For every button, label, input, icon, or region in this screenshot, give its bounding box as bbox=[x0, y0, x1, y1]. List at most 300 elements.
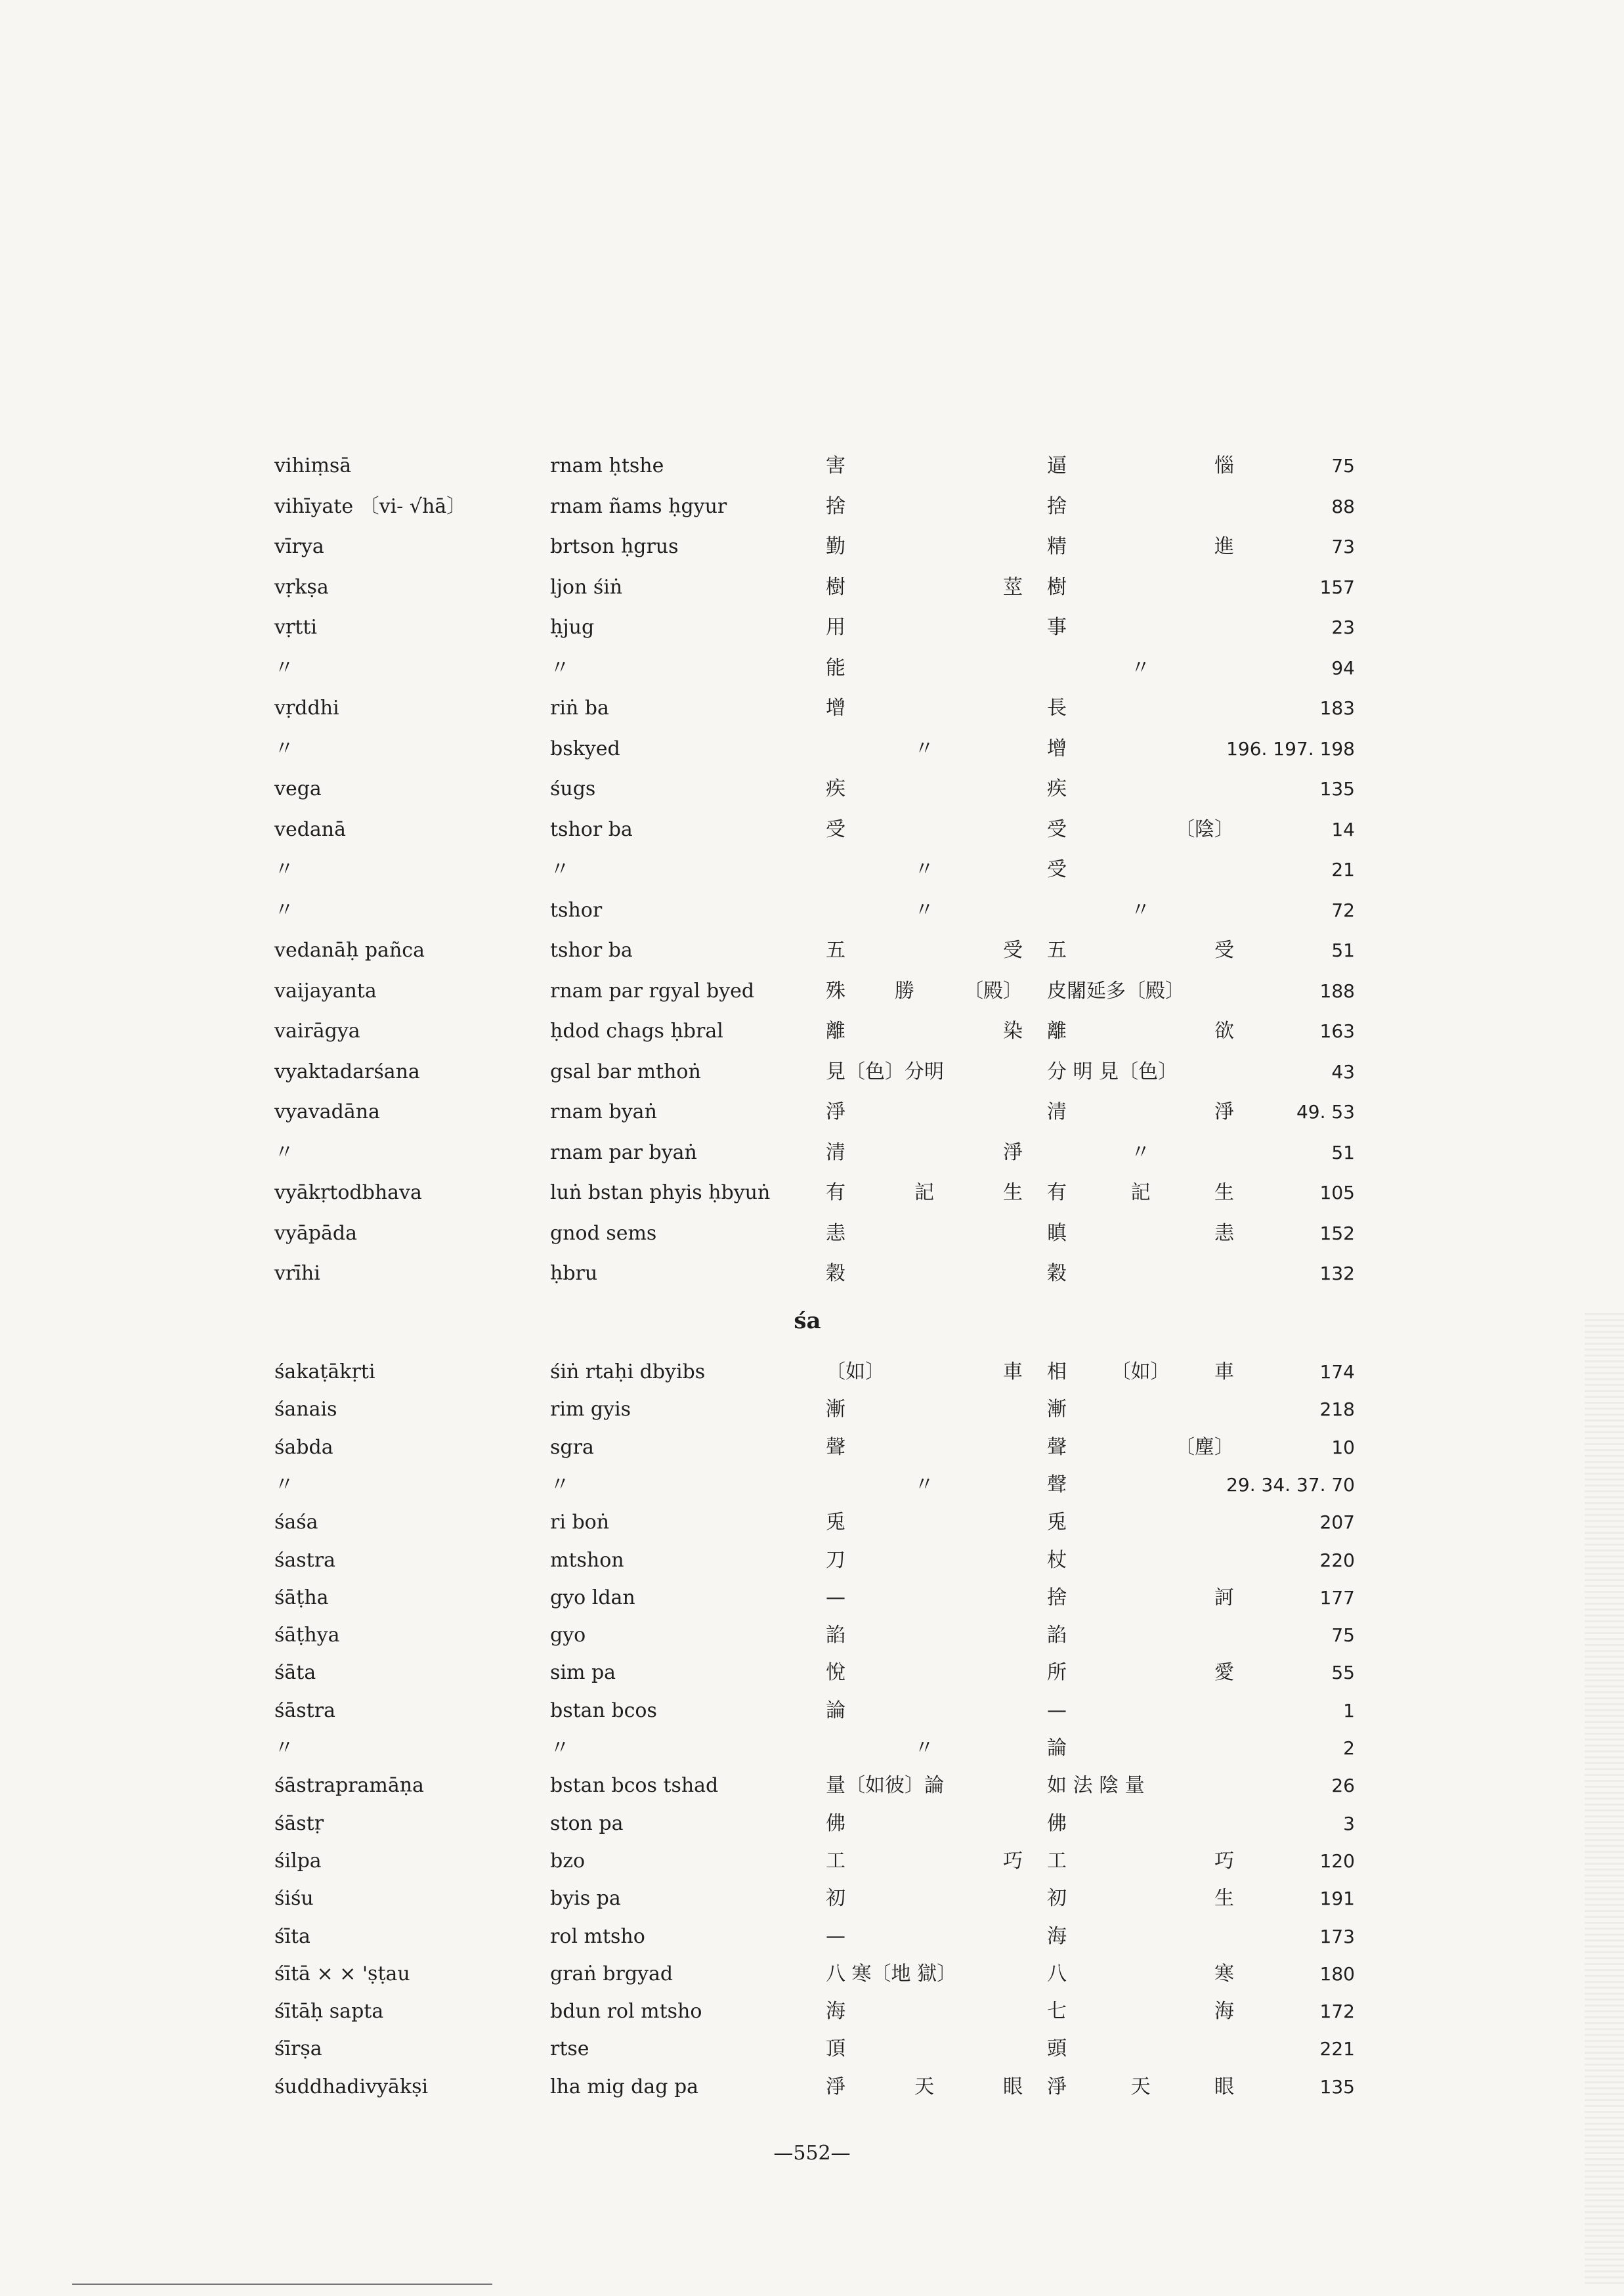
sanskrit-term: śāṭha bbox=[274, 1586, 329, 1609]
chinese-char-group: — bbox=[1047, 1699, 1067, 1722]
chinese-rendering-a bbox=[826, 1059, 1023, 1085]
reference-number: 10 bbox=[1331, 1436, 1355, 1458]
tibetan-term: rnam byaṅ bbox=[550, 1100, 657, 1123]
reference-number: 55 bbox=[1331, 1662, 1355, 1684]
chinese-char-group: 增 bbox=[1047, 737, 1067, 760]
chinese-rendering-a bbox=[826, 1660, 1023, 1686]
chinese-char-group: 五 bbox=[826, 939, 845, 962]
chinese-char-group: 刀 bbox=[826, 1548, 845, 1572]
sanskrit-term: śakaṭākṛti bbox=[274, 1360, 375, 1383]
chinese-char-group: 記 bbox=[914, 1181, 934, 1204]
chinese-char-group: 論 bbox=[1047, 1737, 1067, 1760]
reference-number: 51 bbox=[1331, 940, 1355, 961]
chinese-rendering-b bbox=[1047, 1924, 1234, 1950]
tibetan-term: rnam par rgyal byed bbox=[550, 979, 755, 1003]
entry-row bbox=[0, 453, 1624, 490]
tibetan-term: byis pa bbox=[550, 1887, 621, 1911]
tibetan-term: ljon śiṅ bbox=[550, 575, 623, 599]
chinese-char-group: 受 bbox=[1047, 817, 1067, 841]
sanskrit-term: vedanā bbox=[274, 817, 346, 841]
chinese-rendering-a bbox=[826, 776, 1023, 802]
sanskrit-term: vṛkṣa bbox=[274, 575, 329, 599]
chinese-char-group: 生 bbox=[1214, 1181, 1234, 1204]
tibetan-term: bstan bcos tshad bbox=[550, 1774, 719, 1798]
tibetan-term: śugs bbox=[550, 777, 596, 800]
reference-number: 14 bbox=[1331, 818, 1355, 840]
reference-number: 196. 197. 198 bbox=[1226, 737, 1355, 760]
chinese-char-group: 受 bbox=[1214, 939, 1234, 962]
chinese-char-group: 〔如〕 bbox=[1111, 1360, 1170, 1383]
sanskrit-term: vyavadāna bbox=[274, 1100, 380, 1123]
chinese-char-group: 穀 bbox=[826, 1262, 845, 1285]
entry-row bbox=[0, 736, 1624, 773]
reference-number: 3 bbox=[1343, 1812, 1355, 1834]
sanskrit-term: vedanāḥ pañca bbox=[274, 939, 425, 962]
entry-row bbox=[0, 655, 1624, 692]
reference-number: 174 bbox=[1319, 1361, 1355, 1383]
sanskrit-term: śuddhadivyākṣi bbox=[274, 2075, 429, 2098]
chinese-rendering-a bbox=[826, 1397, 1023, 1423]
tibetan-term: mtshon bbox=[550, 1548, 624, 1572]
chinese-rendering-b bbox=[1047, 2036, 1234, 2062]
chinese-rendering-a bbox=[826, 494, 1023, 520]
sanskrit-term: śītāḥ sapta bbox=[274, 2000, 384, 2024]
entry-row bbox=[0, 817, 1624, 854]
tibetan-term: lha mig dag pa bbox=[550, 2075, 699, 2098]
chinese-rendering-a bbox=[826, 1848, 1023, 1874]
tibetan-term: rim gyis bbox=[550, 1398, 631, 1421]
reference-number: 43 bbox=[1331, 1060, 1355, 1083]
chinese-rendering-b bbox=[1047, 615, 1234, 641]
tibetan-term: sim pa bbox=[550, 1661, 616, 1685]
tibetan-term: graṅ brgyad bbox=[550, 1962, 673, 1985]
chinese-rendering-a bbox=[826, 574, 1023, 601]
sanskrit-term: vyāpāda bbox=[274, 1221, 357, 1245]
chinese-char-group: 樹 bbox=[826, 575, 845, 599]
chinese-rendering-b bbox=[1047, 1735, 1234, 1762]
reference-number: 1 bbox=[1343, 1699, 1355, 1722]
chinese-rendering-b bbox=[1047, 817, 1234, 843]
chinese-char-group: 眼 bbox=[1214, 2075, 1234, 2098]
chinese-char-group: 如 法 陰 量 bbox=[1047, 1774, 1145, 1798]
chinese-char-group: 恚 bbox=[826, 1221, 845, 1245]
chinese-rendering-b bbox=[1047, 1397, 1234, 1423]
chinese-rendering-b bbox=[1047, 1261, 1234, 1287]
chinese-rendering-a bbox=[826, 2036, 1023, 2062]
tibetan-term: ḥdod chags ḥbral bbox=[550, 1020, 723, 1043]
reference-number: 191 bbox=[1319, 1888, 1355, 1910]
chinese-char-group: 諂 bbox=[826, 1624, 845, 1647]
entry-row bbox=[0, 938, 1624, 974]
chinese-char-group: 〃 bbox=[1130, 656, 1151, 680]
entry-row bbox=[0, 1999, 1624, 2035]
chinese-char-group: 有 bbox=[1047, 1181, 1067, 1204]
chinese-rendering-b bbox=[1047, 938, 1234, 964]
tibetan-term: ri boṅ bbox=[550, 1511, 610, 1534]
chinese-char-group: 用 bbox=[826, 616, 845, 639]
chinese-char-group: 害 bbox=[826, 454, 845, 477]
sanskrit-term: śāṭhya bbox=[274, 1624, 340, 1647]
chinese-char-group: 量〔如彼〕論 bbox=[826, 1774, 944, 1798]
chinese-char-group: 精 bbox=[1047, 535, 1067, 558]
chinese-char-group: 皮闍延多〔殿〕 bbox=[1047, 979, 1185, 1003]
chinese-char-group: 寒 bbox=[1214, 1962, 1234, 1985]
chinese-char-group: 車 bbox=[1003, 1360, 1023, 1383]
sanskrit-term: vega bbox=[274, 777, 322, 800]
chinese-char-group: 兎 bbox=[1047, 1511, 1067, 1534]
chinese-rendering-a bbox=[826, 1099, 1023, 1125]
chinese-rendering-b bbox=[1047, 1059, 1234, 1085]
chinese-char-group: 捨 bbox=[1047, 1586, 1067, 1609]
chinese-char-group: 車 bbox=[1214, 1360, 1234, 1383]
entry-row bbox=[0, 898, 1624, 934]
chinese-char-group: 記 bbox=[1130, 1181, 1151, 1204]
chinese-char-group: 勝 bbox=[895, 979, 914, 1003]
chinese-rendering-b bbox=[1047, 898, 1234, 924]
chinese-char-group: 聲 bbox=[1047, 1435, 1067, 1459]
chinese-char-group: 〔如〕 bbox=[826, 1360, 885, 1383]
chinese-rendering-a bbox=[826, 1698, 1023, 1724]
entry-row bbox=[0, 1472, 1624, 1509]
entry-row bbox=[0, 615, 1624, 651]
sanskrit-term: 〃 bbox=[274, 1473, 294, 1496]
chinese-rendering-b bbox=[1047, 1509, 1234, 1536]
chinese-char-group: 漸 bbox=[1047, 1398, 1067, 1421]
entry-row bbox=[0, 857, 1624, 894]
chinese-rendering-a bbox=[826, 1180, 1023, 1206]
chinese-char-group: 愛 bbox=[1214, 1661, 1234, 1685]
tibetan-term: tshor ba bbox=[550, 939, 633, 962]
chinese-rendering-a bbox=[826, 1886, 1023, 1912]
chinese-char-group: 受 bbox=[826, 817, 845, 841]
tibetan-term: 〃 bbox=[550, 1473, 570, 1496]
chinese-rendering-a bbox=[826, 1548, 1023, 1574]
sanskrit-term: 〃 bbox=[274, 656, 294, 680]
chinese-char-group: 杖 bbox=[1047, 1548, 1067, 1572]
tibetan-term: bzo bbox=[550, 1849, 586, 1873]
entry-row bbox=[0, 776, 1624, 813]
chinese-char-group: 分 明 見〔色〕 bbox=[1047, 1060, 1178, 1083]
chinese-char-group: — bbox=[826, 1924, 845, 1948]
chinese-rendering-a bbox=[826, 1472, 1023, 1498]
tibetan-term: gsal bar mthoṅ bbox=[550, 1060, 701, 1083]
chinese-char-group: 染 bbox=[1003, 1020, 1023, 1043]
reference-number: 73 bbox=[1331, 536, 1355, 557]
tibetan-term: ston pa bbox=[550, 1811, 624, 1835]
tibetan-term: bdun rol mtsho bbox=[550, 2000, 702, 2024]
chinese-char-group: 淨 bbox=[1214, 1100, 1234, 1123]
sanskrit-term: śanais bbox=[274, 1398, 337, 1421]
entry-row bbox=[0, 2074, 1624, 2111]
sanskrit-term: vihīyate 〔vi- √hā〕 bbox=[274, 494, 467, 518]
chinese-rendering-a bbox=[826, 1999, 1023, 2025]
chinese-rendering-a bbox=[826, 1018, 1023, 1045]
footer-rule bbox=[72, 2284, 492, 2285]
chinese-char-group: — bbox=[826, 1586, 845, 1609]
entry-row bbox=[0, 1773, 1624, 1809]
entry-row bbox=[0, 1585, 1624, 1622]
chinese-rendering-a bbox=[826, 1622, 1023, 1649]
sanskrit-term: śīrṣa bbox=[274, 2037, 322, 2061]
chinese-rendering-b bbox=[1047, 1585, 1234, 1611]
chinese-char-group: 聲 bbox=[826, 1435, 845, 1459]
sanskrit-term: vṛddhi bbox=[274, 697, 339, 720]
chinese-rendering-a bbox=[826, 1735, 1023, 1762]
chinese-char-group: 〔殿〕 bbox=[964, 979, 1023, 1003]
chinese-rendering-a bbox=[826, 978, 1023, 1005]
chinese-rendering-a bbox=[826, 1585, 1023, 1611]
reference-number: 49. 53 bbox=[1296, 1101, 1355, 1123]
chinese-char-group: 初 bbox=[826, 1887, 845, 1911]
entry-row bbox=[0, 574, 1624, 611]
chinese-rendering-b bbox=[1047, 1622, 1234, 1649]
reference-number: 26 bbox=[1331, 1775, 1355, 1797]
chinese-rendering-b bbox=[1047, 1773, 1234, 1799]
chinese-char-group: 生 bbox=[1214, 1887, 1234, 1911]
chinese-rendering-b bbox=[1047, 1180, 1234, 1206]
chinese-rendering-a bbox=[826, 1509, 1023, 1536]
chinese-char-group: 八 寒〔地 獄〕 bbox=[826, 1962, 957, 1985]
chinese-char-group: 〃 bbox=[914, 1737, 934, 1760]
reference-number: 72 bbox=[1331, 899, 1355, 921]
chinese-rendering-b bbox=[1047, 1698, 1234, 1724]
chinese-rendering-b bbox=[1047, 1548, 1234, 1574]
tibetan-term: rnam ḥtshe bbox=[550, 454, 664, 477]
tibetan-term: gyo bbox=[550, 1624, 586, 1647]
chinese-char-group: 〔陰〕 bbox=[1175, 817, 1234, 841]
chinese-rendering-b bbox=[1047, 978, 1234, 1005]
chinese-char-group: 頂 bbox=[826, 2037, 845, 2061]
chinese-char-group: 巧 bbox=[1003, 1849, 1023, 1873]
reference-number: 188 bbox=[1319, 980, 1355, 1002]
sanskrit-term: śabda bbox=[274, 1435, 333, 1459]
chinese-char-group: 逼 bbox=[1047, 454, 1067, 477]
tibetan-term: rnam ñams ḥgyur bbox=[550, 494, 727, 518]
entry-row bbox=[0, 1886, 1624, 1922]
tibetan-term: ḥbru bbox=[550, 1262, 598, 1285]
chinese-char-group: 淨 bbox=[826, 2075, 845, 2098]
chinese-char-group: 佛 bbox=[826, 1811, 845, 1835]
reference-number: 163 bbox=[1319, 1020, 1355, 1042]
reference-number: 135 bbox=[1319, 2075, 1355, 2098]
chinese-char-group: 海 bbox=[1214, 2000, 1234, 2024]
sanskrit-term: śītā × × 'ṣṭau bbox=[274, 1962, 410, 1985]
chinese-rendering-b bbox=[1047, 1099, 1234, 1125]
chinese-char-group: 離 bbox=[826, 1020, 845, 1043]
entry-row bbox=[0, 1435, 1624, 1471]
entry-row bbox=[0, 1622, 1624, 1659]
entry-row bbox=[0, 1180, 1624, 1217]
chinese-rendering-a bbox=[826, 817, 1023, 843]
sanskrit-term: 〃 bbox=[274, 858, 294, 881]
sanskrit-term: śiśu bbox=[274, 1887, 314, 1911]
tibetan-term: rtse bbox=[550, 2037, 589, 2061]
entry-row bbox=[0, 978, 1624, 1015]
scan-edge bbox=[1585, 1313, 1624, 2285]
chinese-char-group: 進 bbox=[1214, 535, 1234, 558]
reference-number: 88 bbox=[1331, 495, 1355, 517]
sanskrit-term: śaśa bbox=[274, 1511, 318, 1534]
sanskrit-term: śastra bbox=[274, 1548, 335, 1572]
tibetan-term: riṅ ba bbox=[550, 697, 609, 720]
chinese-char-group: 惱 bbox=[1214, 454, 1234, 477]
chinese-char-group: 相 bbox=[1047, 1360, 1067, 1383]
chinese-rendering-b bbox=[1047, 1848, 1234, 1874]
entry-row bbox=[0, 1261, 1624, 1297]
chinese-rendering-b bbox=[1047, 1999, 1234, 2025]
chinese-char-group: 樹 bbox=[1047, 575, 1067, 599]
reference-number: 177 bbox=[1319, 1586, 1355, 1609]
reference-number: 94 bbox=[1331, 657, 1355, 679]
sanskrit-term: śāstṛ bbox=[274, 1811, 324, 1835]
reference-number: 180 bbox=[1319, 1962, 1355, 1985]
chinese-rendering-a bbox=[826, 615, 1023, 641]
chinese-rendering-b bbox=[1047, 534, 1234, 560]
entry-row bbox=[0, 1059, 1624, 1096]
chinese-char-group: 海 bbox=[826, 2000, 845, 2024]
reference-number: 2 bbox=[1343, 1737, 1355, 1759]
reference-number: 172 bbox=[1319, 2001, 1355, 2023]
entry-row bbox=[0, 1924, 1624, 1960]
tibetan-term: rnam par byaṅ bbox=[550, 1140, 697, 1164]
chinese-char-group: 淨 bbox=[826, 1100, 845, 1123]
sanskrit-term: śāstrapramāṇa bbox=[274, 1774, 424, 1798]
tibetan-term: gyo ldan bbox=[550, 1586, 635, 1609]
reference-number: 173 bbox=[1319, 1925, 1355, 1947]
reference-number: 75 bbox=[1331, 1624, 1355, 1647]
sanskrit-term: śilpa bbox=[274, 1849, 322, 1873]
chinese-char-group: 佛 bbox=[1047, 1811, 1067, 1835]
chinese-rendering-a bbox=[826, 695, 1023, 722]
chinese-char-group: 訶 bbox=[1214, 1586, 1234, 1609]
tibetan-term: sgra bbox=[550, 1435, 594, 1459]
chinese-rendering-b bbox=[1047, 736, 1234, 762]
chinese-char-group: 諂 bbox=[1047, 1624, 1067, 1647]
chinese-char-group: 悅 bbox=[826, 1661, 845, 1685]
chinese-rendering-b bbox=[1047, 776, 1234, 802]
chinese-char-group: 天 bbox=[1130, 2075, 1151, 2098]
chinese-char-group: 見〔色〕分明 bbox=[826, 1060, 944, 1083]
chinese-char-group: 巧 bbox=[1214, 1849, 1234, 1873]
tibetan-term: brtson ḥgrus bbox=[550, 535, 679, 558]
sanskrit-term: 〃 bbox=[274, 1737, 294, 1760]
chinese-char-group: 殊 bbox=[826, 979, 845, 1003]
chinese-char-group: 穀 bbox=[1047, 1262, 1067, 1285]
reference-number: 120 bbox=[1319, 1850, 1355, 1872]
chinese-rendering-b bbox=[1047, 1140, 1234, 1166]
chinese-char-group: 受 bbox=[1003, 939, 1023, 962]
reference-number: 51 bbox=[1331, 1141, 1355, 1163]
entry-row bbox=[0, 1548, 1624, 1584]
chinese-rendering-a bbox=[826, 1961, 1023, 1987]
entry-row bbox=[0, 1140, 1624, 1177]
tibetan-term: bskyed bbox=[550, 737, 620, 760]
chinese-rendering-b bbox=[1047, 453, 1234, 479]
chinese-rendering-b bbox=[1047, 695, 1234, 722]
entry-row bbox=[0, 695, 1624, 732]
chinese-char-group: 五 bbox=[1047, 939, 1067, 962]
tibetan-term: luṅ bstan phyis ḥbyuṅ bbox=[550, 1181, 771, 1204]
chinese-char-group: 增 bbox=[826, 697, 845, 720]
chinese-rendering-a bbox=[826, 1435, 1023, 1461]
tibetan-term: tshor ba bbox=[550, 817, 633, 841]
reference-number: 21 bbox=[1331, 859, 1355, 880]
sanskrit-term: vīrya bbox=[274, 535, 324, 558]
entry-row bbox=[0, 1397, 1624, 1433]
chinese-rendering-a bbox=[826, 1359, 1023, 1385]
sanskrit-term: vairāgya bbox=[274, 1020, 360, 1043]
chinese-rendering-b bbox=[1047, 1435, 1234, 1461]
reference-number: 29. 34. 37. 70 bbox=[1226, 1473, 1355, 1496]
chinese-rendering-b bbox=[1047, 2074, 1234, 2100]
chinese-char-group: 莖 bbox=[1003, 575, 1023, 599]
chinese-char-group: 清 bbox=[1047, 1100, 1067, 1123]
chinese-rendering-b bbox=[1047, 494, 1234, 520]
chinese-rendering-b bbox=[1047, 857, 1234, 883]
entry-row bbox=[0, 1660, 1624, 1697]
chinese-char-group: 〃 bbox=[914, 737, 934, 760]
sanskrit-term: vṛtti bbox=[274, 616, 317, 639]
chinese-char-group: 所 bbox=[1047, 1661, 1067, 1685]
chinese-char-group: 工 bbox=[826, 1849, 845, 1873]
tibetan-term: 〃 bbox=[550, 1737, 570, 1760]
chinese-rendering-a bbox=[826, 534, 1023, 560]
chinese-rendering-a bbox=[826, 655, 1023, 682]
entry-row bbox=[0, 1221, 1624, 1257]
chinese-char-group: 淨 bbox=[1003, 1140, 1023, 1164]
entry-row bbox=[0, 534, 1624, 571]
entry-row bbox=[0, 1848, 1624, 1885]
chinese-char-group: 捨 bbox=[1047, 494, 1067, 518]
sanskrit-term: vihiṃsā bbox=[274, 454, 352, 477]
reference-number: 220 bbox=[1319, 1549, 1355, 1571]
chinese-rendering-a bbox=[826, 1773, 1023, 1799]
reference-number: 157 bbox=[1319, 576, 1355, 598]
sanskrit-term: vyaktadarśana bbox=[274, 1060, 420, 1083]
chinese-rendering-a bbox=[826, 857, 1023, 883]
tibetan-term: bstan bcos bbox=[550, 1699, 657, 1722]
chinese-char-group: 事 bbox=[1047, 616, 1067, 639]
reference-number: 183 bbox=[1319, 697, 1355, 719]
chinese-char-group: 論 bbox=[826, 1699, 845, 1722]
sanskrit-term: vrīhi bbox=[274, 1262, 320, 1285]
chinese-char-group: 八 bbox=[1047, 1962, 1067, 1985]
entry-row bbox=[0, 1961, 1624, 1998]
reference-number: 75 bbox=[1331, 455, 1355, 477]
sanskrit-term: śāstra bbox=[274, 1699, 335, 1722]
reference-number: 135 bbox=[1319, 778, 1355, 800]
chinese-char-group: 離 bbox=[1047, 1020, 1067, 1043]
tibetan-term: śiṅ rtaḥi dbyibs bbox=[550, 1360, 706, 1383]
entry-row bbox=[0, 1359, 1624, 1396]
chinese-rendering-b bbox=[1047, 1018, 1234, 1045]
sanskrit-term: śāta bbox=[274, 1661, 316, 1685]
sanskrit-term: śīta bbox=[274, 1924, 310, 1948]
section-heading: śa bbox=[794, 1308, 821, 1334]
tibetan-term: tshor bbox=[550, 898, 603, 922]
chinese-char-group: 〃 bbox=[1130, 1140, 1151, 1164]
chinese-char-group: 捨 bbox=[826, 494, 845, 518]
chinese-char-group: 海 bbox=[1047, 1924, 1067, 1948]
chinese-char-group: 瞋 bbox=[1047, 1221, 1067, 1245]
entry-row bbox=[0, 1509, 1624, 1546]
sanskrit-term: vyākṛtodbhava bbox=[274, 1181, 422, 1204]
chinese-rendering-a bbox=[826, 736, 1023, 762]
chinese-rendering-b bbox=[1047, 1660, 1234, 1686]
entry-row bbox=[0, 1811, 1624, 1848]
tibetan-term: 〃 bbox=[550, 858, 570, 881]
entry-row bbox=[0, 2036, 1624, 2073]
